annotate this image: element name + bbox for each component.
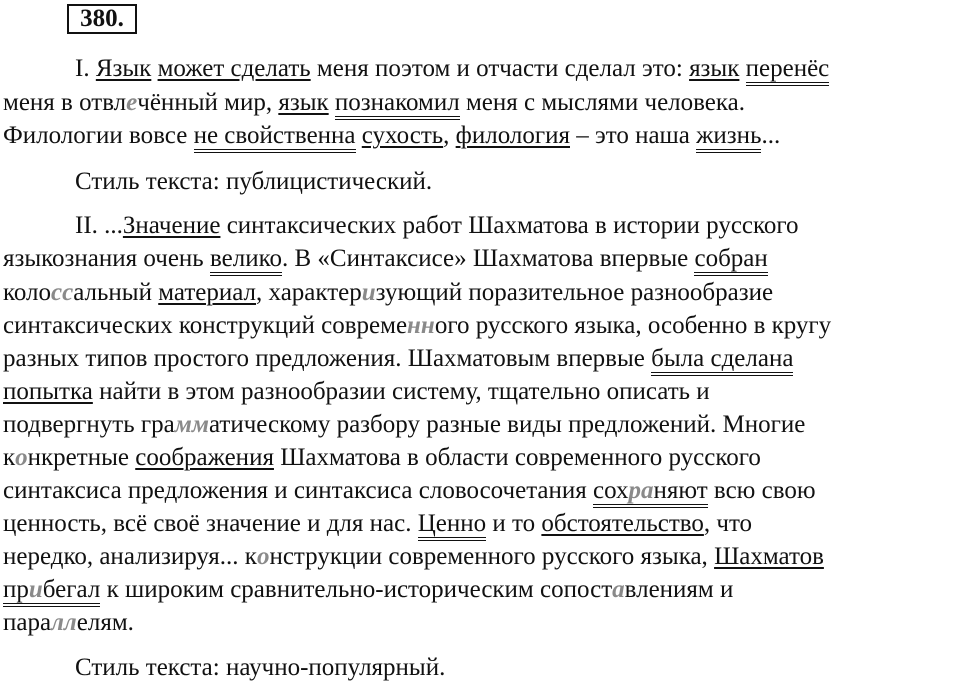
text-run: Шахматова в области современного русского [273, 444, 761, 471]
subject-underline [278, 89, 328, 116]
predicate-underline [335, 89, 460, 120]
subject-underline [689, 55, 739, 82]
text-run: II. ... [75, 212, 123, 239]
text-run: найти в этом разнообразии систему, тщательно описать и [92, 378, 710, 405]
underlined-word: не свойственна [193, 122, 356, 149]
predicate-underline [210, 245, 282, 276]
text-run: к широким сравнительно-историческим сопост [100, 576, 613, 603]
text-run: зующий поразительное разнообразие [375, 279, 774, 306]
text-run: пара [3, 609, 52, 636]
underlined-word: сох [593, 477, 629, 504]
text-line [3, 475, 816, 507]
subject-underline [158, 279, 256, 306]
underlined-word: сухость [361, 122, 444, 149]
text-line [3, 508, 752, 540]
text-line [3, 243, 768, 275]
text-run: нструкции современного русского языка, [269, 543, 715, 570]
text-line [75, 210, 799, 242]
text-run: меня в отвл [3, 89, 127, 116]
highlighted-letter: мм [174, 411, 209, 438]
underlined-word: няют [653, 477, 708, 504]
underlined-word: велико [209, 245, 282, 272]
highlighted-letter: лл [51, 609, 77, 636]
subject-underline [96, 55, 152, 82]
highlighted-letter: и [361, 279, 376, 306]
predicate-underline [418, 510, 486, 541]
predicate-underline [746, 55, 830, 86]
text-line [3, 574, 733, 606]
text-run: языкознания очень [3, 245, 210, 272]
subject-underline [3, 378, 93, 405]
style-label: Стиль текста: публицистический. [75, 168, 433, 195]
text-run: ... [761, 122, 781, 149]
predicate-underline [694, 245, 767, 276]
predicate-underline [593, 477, 708, 508]
text-run: и то [486, 510, 542, 537]
subject-underline [135, 444, 274, 471]
text-line [3, 541, 824, 573]
underlined-word: соображения [135, 444, 274, 471]
underlined-word: жизнь [696, 122, 762, 149]
underlined-word: бегал [42, 576, 101, 603]
underlined-word: может сделать [157, 55, 311, 82]
underlined-word: филология [455, 122, 570, 149]
predicate-underline [194, 122, 356, 153]
highlighted-letter: о [256, 543, 270, 570]
text-line [3, 120, 780, 152]
predicate-underline [651, 345, 793, 376]
text-line [75, 53, 829, 85]
text-line [3, 607, 134, 639]
subject-underline [456, 122, 570, 149]
underlined-word: была сделана [651, 345, 794, 372]
highlighted-letter: ра [628, 477, 654, 504]
text-run: нередко, анализируя... к [3, 543, 257, 570]
underlined-word: обстоятельство [541, 510, 704, 537]
text-run: чённый мир, [137, 89, 279, 116]
predicate-underline [3, 576, 100, 607]
underlined-word: пр [3, 576, 29, 603]
predicate-underline [696, 122, 761, 153]
highlighted-letter: е [126, 89, 138, 116]
text-run: подвергнуть гра [3, 411, 175, 438]
underlined-word: Шахматов [714, 543, 824, 570]
style-label: Стиль текста: научно-популярный. [75, 654, 446, 681]
text-run: – это наша [570, 122, 697, 149]
exercise-number: 380. [67, 4, 137, 34]
text-run: атическому разбору разные виды предложений. Многие [208, 411, 806, 438]
highlighted-letter: нн [407, 312, 435, 339]
subject-underline [158, 55, 311, 82]
subject-underline [362, 122, 443, 149]
highlighted-letter: а [612, 576, 625, 603]
text-run: альный [73, 279, 159, 306]
text-run: меня с мыслями человека. [459, 89, 746, 116]
text-run: меня поэтом и отчасти сделал это: [310, 55, 690, 82]
text-run: ого русского языка, особенно в кругу [434, 312, 832, 339]
subject-underline [541, 510, 704, 537]
text-line [3, 409, 805, 441]
text-line [3, 376, 710, 408]
text-run: Филологии вовсе [3, 122, 194, 149]
subject-underline [714, 543, 824, 570]
text-run: влениям и [624, 576, 734, 603]
highlighted-letter: сс [51, 279, 74, 306]
underlined-word: попытка [3, 378, 93, 405]
text-run: , характер [256, 279, 362, 306]
underlined-word: Ценно [417, 510, 487, 537]
text-run: синтаксиса предложения и синтаксиса словосочетания [3, 477, 594, 504]
text-run: синтаксических работ Шахматова в истории русского [220, 212, 799, 239]
underlined-word: материал [158, 279, 257, 306]
text-run: . В «Синтаксисе» Шахматова впервые [281, 245, 695, 272]
text-run: всю свою [707, 477, 816, 504]
underlined-word: собран [694, 245, 768, 272]
underlined-word: Язык [95, 55, 152, 82]
text-run: I. [75, 55, 96, 82]
text-line [3, 442, 761, 474]
subject-underline [123, 212, 221, 239]
underlined-word: язык [278, 89, 329, 116]
highlighted-letter: о [15, 444, 28, 471]
underlined-word: язык [689, 55, 740, 82]
text-run: елям. [76, 609, 134, 636]
text-run: коло [3, 279, 52, 306]
text-run: , [443, 122, 456, 149]
highlighted-letter: и [28, 576, 43, 603]
text-line [3, 277, 773, 309]
text-run: ценность, всё своё значение и для нас. [3, 510, 418, 537]
text-run: разных типов простого предложения. Шахматовым впервые [3, 345, 652, 372]
text-line [3, 87, 745, 119]
text-line [3, 343, 793, 375]
underlined-word: перенёс [745, 55, 830, 82]
text-line [3, 310, 831, 342]
underlined-word: познакомил [334, 89, 460, 116]
text-run: нкретные [27, 444, 136, 471]
underlined-word: Значение [122, 212, 221, 239]
text-run: к [3, 444, 16, 471]
text-run: , что [703, 510, 753, 537]
text-run: синтаксических конструкций совреме [3, 312, 408, 339]
